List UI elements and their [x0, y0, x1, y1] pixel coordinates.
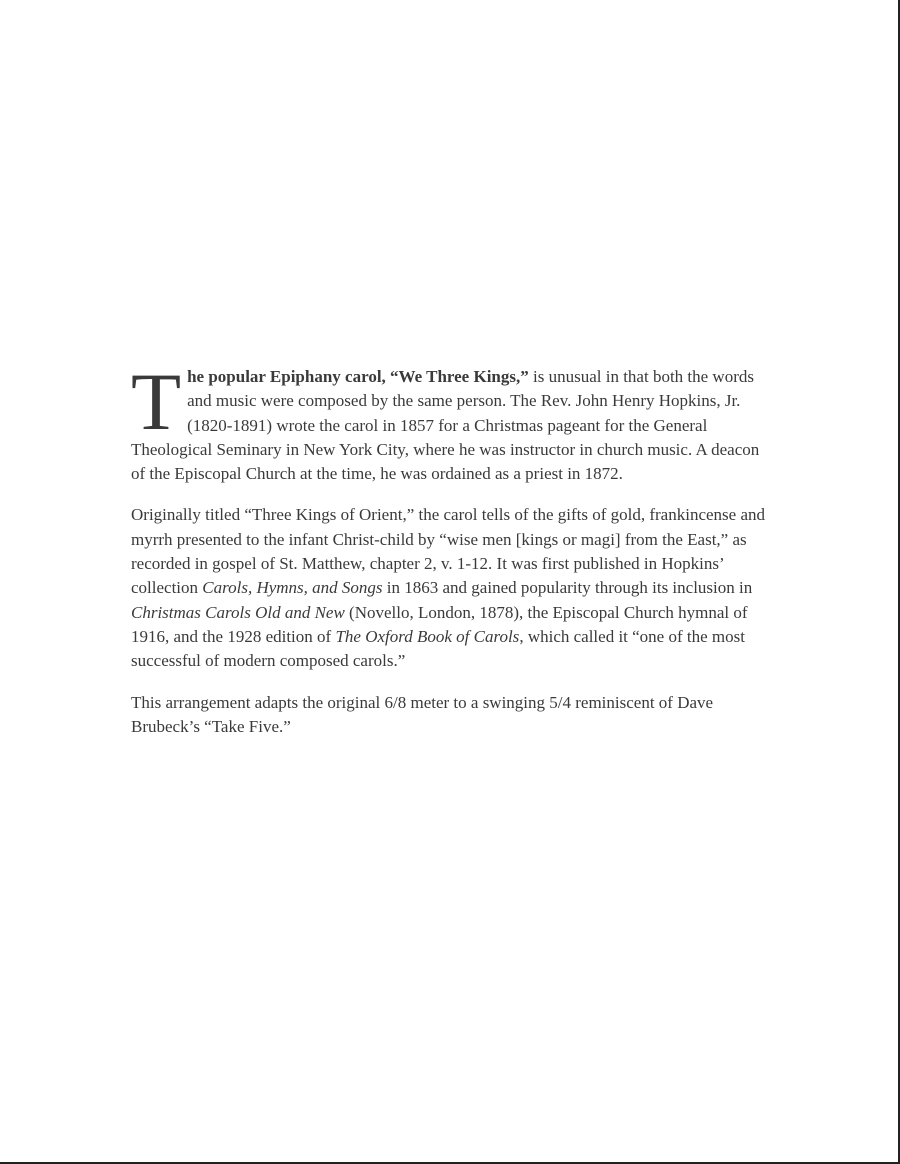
book-title-carols-hymns-songs: Carols, Hymns, and Songs: [202, 578, 383, 598]
history-text-2: in 1863 and gained popularity through its inclusion in: [382, 578, 753, 598]
book-title-christmas-carols: Christmas Carols Old and New: [131, 602, 345, 622]
intro-paragraph: [131, 356, 771, 486]
drop-cap: T: [131, 356, 182, 447]
program-notes: [131, 356, 771, 756]
history-text-1: Originally titled “Three Kings of Orient,” the carol tells of the gifts of gold, frankincense and myrrh presented to the infant Christ-child by “wise men [kings or magi] from the East,” as recorded in gospel of St. Matthew, chapter 2, v. 1-12. It was first published in Hopkins’ collection: [131, 505, 765, 598]
history-paragraph: [131, 503, 771, 673]
intro-body: is unusual in that both the words and music were composed by the same person. The Rev. John Henry Hopkins, Jr. (1820-1891) wrote the carol in 1857 for a Christmas pageant for the General Theological Seminary in New York City, where he was instructor in church music. A deacon of the Episcopal Church at the time, he was ordained as a priest in 1872.: [131, 367, 760, 484]
history-text-4: , which called it “one of the most successful of modern composed carols.”: [131, 626, 745, 671]
book-title-oxford-book: The Oxford Book of Carols: [335, 626, 520, 646]
intro-lead: he popular Epiphany carol, “We Three Kings,”: [187, 367, 529, 386]
arrangement-paragraph: This arrangement adapts the original 6/8 meter to a swinging 5/4 reminiscent of Dave Brubeck’s “Take Five.”: [131, 692, 714, 736]
history-text-3: (Novello, London, 1878), the Episcopal Church hymnal of 1916, and the 1928 edition of: [131, 602, 748, 646]
